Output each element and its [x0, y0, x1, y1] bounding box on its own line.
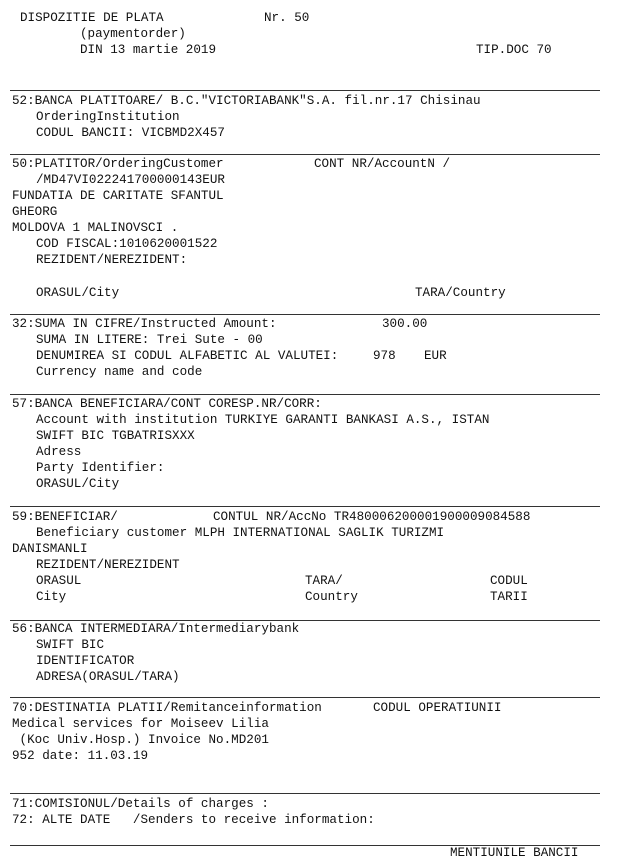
payer-bank-line: 52:BANCA PLATITOARE/ B.C."VICTORIABANK"S.A. fil.nr.17 Chisinau — [12, 94, 481, 108]
payer-name-line1: FUNDATIA DE CARITATE SFANTUL — [12, 189, 224, 203]
document-date: DIN 13 martie 2019 — [80, 43, 217, 57]
document-number: Nr. 50 — [264, 11, 310, 25]
section-divider — [10, 793, 600, 794]
section-divider — [10, 394, 600, 395]
remittance-line2: (Koc Univ.Hosp.) Invoice No.MD201 — [12, 733, 269, 747]
amount-in-words: SUMA IN LITERE: Trei Sute - 00 — [36, 333, 263, 347]
beneficiary-country-label-en: Country — [305, 590, 358, 604]
bank-code: CODUL BANCII: VICBMD2X457 — [36, 126, 225, 140]
currency-name: EUR — [424, 349, 447, 363]
beneficiary-bank-party-id: Party Identifier: — [36, 461, 165, 475]
ordering-institution-label: OrderingInstitution — [36, 110, 180, 124]
document-type: TIP.DOC 70 — [476, 43, 552, 57]
intermediary-swift: SWIFT BIC — [36, 638, 105, 652]
section-divider — [10, 314, 600, 315]
operation-code-label: CODUL OPERATIUNII — [373, 701, 502, 715]
currency-label: DENUMIREA SI CODUL ALFABETIC AL VALUTEI: — [36, 349, 339, 363]
section-divider — [10, 697, 600, 698]
beneficiary-country-code-label-2: TARII — [490, 590, 528, 604]
payer-name-line2: GHEORG — [12, 205, 58, 219]
beneficiary-bank-institution: Account with institution TURKIYE GARANTI BANKASI A.S., ISTAN — [36, 413, 490, 427]
payer-account: /MD47VI022241700000143EUR — [36, 173, 225, 187]
payer-country: TARA/Country — [415, 286, 506, 300]
beneficiary-bank-city: ORASUL/City — [36, 477, 120, 491]
intermediary-address: ADRESA(ORASUL/TARA) — [36, 670, 180, 684]
section-divider — [10, 90, 600, 91]
beneficiary-label: 59:BENEFICIAR/ — [12, 510, 118, 524]
amount-label: 32:SUMA IN CIFRE/Instructed Amount: — [12, 317, 277, 331]
document-subtitle: (paymentorder) — [80, 27, 186, 41]
other-data-label: 72: ALTE DATE /Senders to receive information: — [12, 813, 375, 827]
amount-value: 300.00 — [382, 317, 428, 331]
document-title: DISPOZITIE DE PLATA — [20, 11, 164, 25]
beneficiary-bank-swift: SWIFT BIC TGBATRISXXX — [36, 429, 195, 443]
beneficiary-city-label: ORASUL — [36, 574, 82, 588]
charges-label: 71:COMISIONUL/Details of charges : — [12, 797, 269, 811]
payer-fiscal-code: COD FISCAL:1010620001522 — [36, 237, 218, 251]
section-divider — [10, 154, 600, 155]
beneficiary-bank-label: 57:BANCA BENEFICIARA/CONT CORESP.NR/CORR: — [12, 397, 322, 411]
beneficiary-country-label: TARA/ — [305, 574, 343, 588]
section-divider — [10, 506, 600, 507]
intermediary-bank-label: 56:BANCA INTERMEDIARA/Intermediarybank — [12, 622, 300, 636]
beneficiary-bank-address: Adress — [36, 445, 82, 459]
remittance-line3: 952 date: 11.03.19 — [12, 749, 149, 763]
payer-address: MOLDOVA 1 MALINOVSCI . — [12, 221, 179, 235]
beneficiary-customer: Beneficiary customer MLPH INTERNATIONAL SAGLIK TURIZMI — [36, 526, 445, 540]
beneficiary-customer-continued: DANISMANLI — [12, 542, 88, 556]
remittance-line1: Medical services for Moiseev Lilia — [12, 717, 269, 731]
payer-label: 50:PLATITOR/OrderingCustomer — [12, 157, 224, 171]
payer-residency: REZIDENT/NEREZIDENT: — [36, 253, 188, 267]
payer-account-label: CONT NR/AccountN / — [314, 157, 451, 171]
currency-label-en: Currency name and code — [36, 365, 203, 379]
currency-code: 978 — [373, 349, 396, 363]
beneficiary-city-label-en: City — [36, 590, 67, 604]
remittance-label: 70:DESTINATIA PLATII/Remitanceinformation — [12, 701, 322, 715]
beneficiary-residency: REZIDENT/NEREZIDENT — [36, 558, 180, 572]
bank-notes-label: MENTIUNILE BANCII — [450, 846, 579, 860]
payer-city: ORASUL/City — [36, 286, 120, 300]
intermediary-identifier: IDENTIFICATOR — [36, 654, 135, 668]
beneficiary-country-code-label: CODUL — [490, 574, 528, 588]
beneficiary-account: CONTUL NR/AccNo TR480006200001900009084588 — [213, 510, 531, 524]
